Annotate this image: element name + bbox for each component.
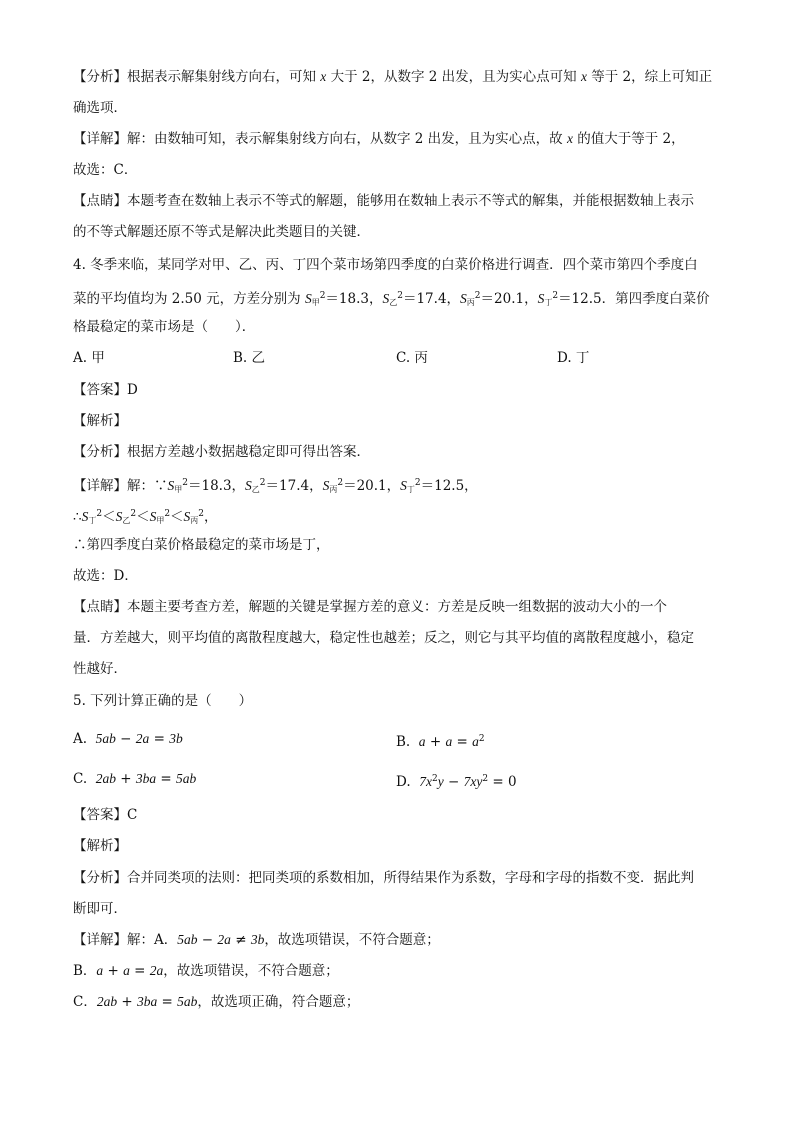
q4-option-d: D. 丁 bbox=[557, 350, 590, 366]
comment-line-2: 的不等式解题还原不等式是解决此类题目的关键． bbox=[73, 224, 370, 240]
q4-solution-heading: 【解析】 bbox=[73, 413, 127, 429]
q4-stem-3: 格最稳定的菜市场是（ ）． bbox=[73, 319, 256, 335]
q5-detail-a: 【详解】解：A．5ab − 2a ≠ 3b，故选项错误，不符合题意； bbox=[73, 932, 440, 948]
q5-detail-b: B．a + a = 2a，故选项错误，不符合题意； bbox=[73, 963, 339, 979]
q5-answer: 【答案】C bbox=[73, 807, 138, 823]
q5-detail-c: C．2ab + 3ba = 5ab，故选项正确，符合题意； bbox=[73, 994, 360, 1010]
analysis-line-1: 【分析】根据表示解集射线方向右，可知 x 大于 2，从数字 2 出发，且为实心点可知 x 等于 2，综上可知正 bbox=[73, 69, 713, 85]
q4-option-a: A. 甲 bbox=[73, 350, 105, 366]
q5-option-c: C. 2ab + 3ba = 5ab bbox=[73, 771, 197, 787]
q5-analysis-2: 断即可． bbox=[73, 901, 127, 917]
q4-option-c: C. 丙 bbox=[396, 350, 428, 366]
q4-detail-2: $\therefore S_丁^2<S_乙^2<S_甲^2<S_丙^2$， bbox=[73, 509, 218, 525]
q4-comment-3: 性越好． bbox=[73, 661, 127, 677]
q4-stem-2: 菜的平均值均为 2.50 元，方差分别为 $S_甲^2=18.3$，$S_乙^2=17.4$，$S_丙^2=20.1$，$S_丁^2=12.5$．第四季度白菜价 bbox=[73, 291, 710, 307]
comment-line-1: 【点睛】本题考查在数轴上表示不等式的解题，能够用在数轴上表示不等式的解集，并能根据数轴上表示 bbox=[73, 193, 694, 209]
q4-choice: 故选：D． bbox=[73, 568, 138, 584]
q5-option-d: D. $7x^2y - 7xy^2 = 0$ bbox=[396, 774, 517, 790]
analysis-line-2: 确选项． bbox=[73, 100, 127, 116]
q4-stem-1: 4. 冬季来临，某同学对甲、乙、丙、丁四个菜市场第四季度的白菜价格进行调查．四个菜市第四个季度白 bbox=[73, 257, 698, 273]
q5-option-a: A. 5ab − 2a = 3b bbox=[73, 731, 183, 747]
q4-detail-1: 【详解】解：$\because S_甲^2=18.3$，$S_乙^2=17.4$，$S_丙^2=20.1$，$S_丁^2=12.5$， bbox=[73, 478, 478, 494]
q4-comment-1: 【点睛】本题主要考查方差，解题的关键是掌握方差的意义：方差是反映一组数据的波动大小的一个 bbox=[73, 599, 667, 615]
q5-option-b: B. $a + a = a^2$ bbox=[396, 734, 485, 750]
detail-line-1: 【详解】解：由数轴可知，表示解集射线方向右，从数字 2 出发，且为实心点，故 x 的值大于等于 2， bbox=[73, 131, 685, 147]
q4-answer: 【答案】D bbox=[73, 382, 138, 398]
q4-option-b: B. 乙 bbox=[233, 350, 266, 366]
q5-stem: 5. 下列计算正确的是（ ） bbox=[73, 693, 253, 709]
choice-line: 故选：C． bbox=[73, 162, 138, 178]
q5-analysis-1: 【分析】合并同类项的法则：把同类项的系数相加，所得结果作为系数，字母和字母的指数不变．据此判 bbox=[73, 870, 694, 886]
q4-detail-3: ∴第四季度白菜价格最稳定的菜市场是丁， bbox=[73, 537, 330, 553]
q5-solution-heading: 【解析】 bbox=[73, 838, 127, 854]
q4-comment-2: 量．方差越大，则平均值的离散程度越大，稳定性也越差；反之，则它与其平均值的离散程度越小，稳定 bbox=[73, 630, 694, 646]
q4-analysis: 【分析】根据方差越小数据越稳定即可得出答案． bbox=[73, 444, 370, 460]
